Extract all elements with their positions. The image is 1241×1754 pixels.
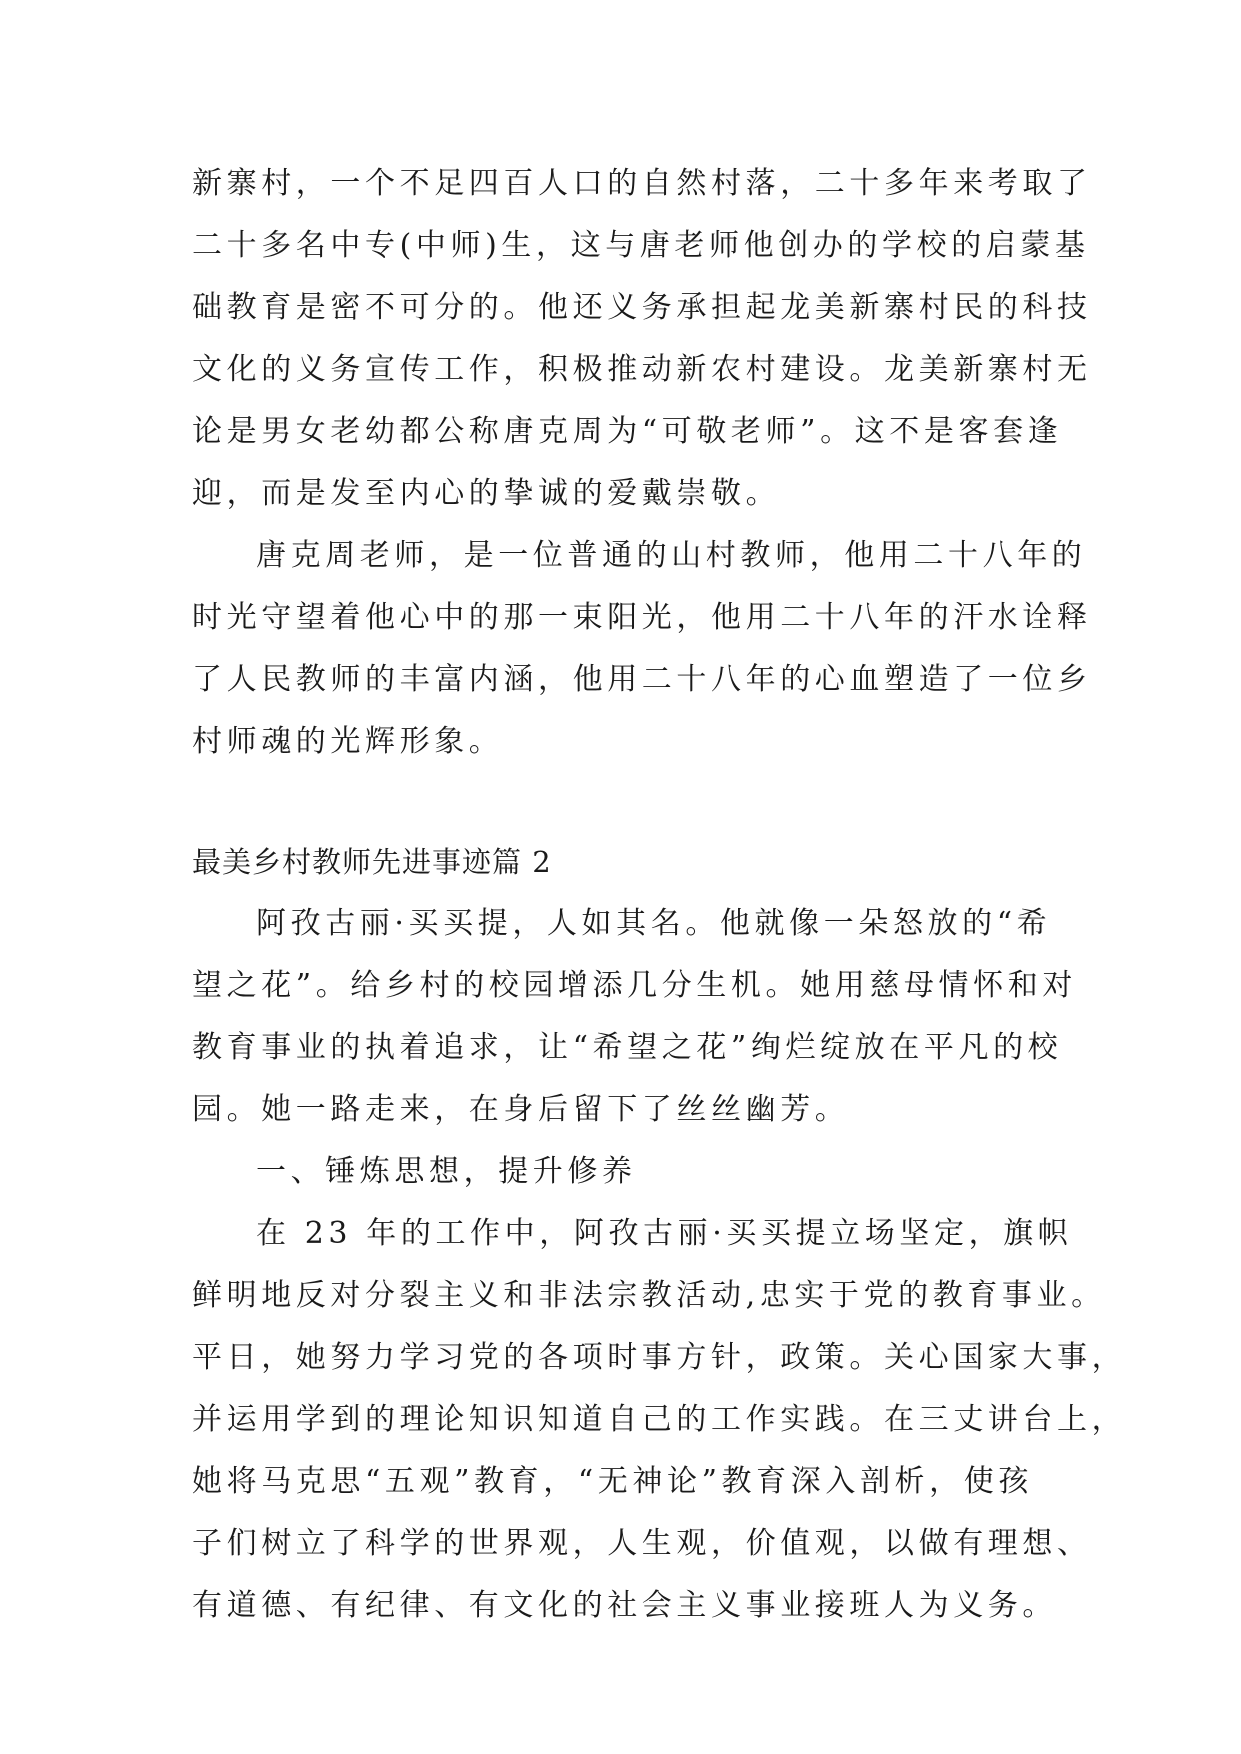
paragraph-4-line-5: 她将马克思“五观”教育，“无神论”教育深入剖析，使孩 — [192, 1464, 1033, 1499]
paragraph-1-line-1: 新寨村，一个不足四百人口的自然村落，二十多年来考取了 — [192, 166, 1092, 201]
subheading: 一、锤炼思想，提升修养 — [256, 1154, 637, 1189]
paragraph-2-line-3: 了人民教师的丰富内涵，他用二十八年的心血塑造了一位乡 — [192, 662, 1092, 697]
paragraph-1-line-3: 础教育是密不可分的。他还义务承担起龙美新寨村民的科技 — [192, 290, 1092, 325]
section-heading: 最美乡村教师先进事迹篇 2 — [192, 845, 552, 879]
paragraph-1-line-5: 论是男女老幼都公称唐克周为“可敬老师”。这不是客套逢 — [192, 414, 1063, 449]
paragraph-1-line-4: 文化的义务宣传工作，积极推动新农村建设。龙美新寨村无 — [192, 352, 1092, 387]
paragraph-4-line-7: 有道德、有纪律、有文化的社会主义事业接班人为义务。 — [192, 1588, 1057, 1623]
paragraph-1-line-2: 二十多名中专(中师)生，这与唐老师他创办的学校的启蒙基 — [192, 228, 1090, 263]
paragraph-4-line-4: 并运用学到的理论知识知道自己的工作实践。在三丈讲台上， — [192, 1402, 1127, 1437]
paragraph-3-line-4: 园。她一路走来，在身后留下了丝丝幽芳。 — [192, 1092, 850, 1127]
paragraph-3-line-3: 教育事业的执着追求，让“希望之花”绚烂绽放在平凡的校 — [192, 1030, 1063, 1065]
paragraph-4-line-3: 平日，她努力学习党的各项时事方针，政策。关心国家大事， — [192, 1340, 1127, 1375]
paragraph-4-line-2: 鲜明地反对分裂主义和非法宗教活动,忠实于党的教育事业。 — [192, 1278, 1106, 1313]
paragraph-1-line-6: 迎，而是发至内心的挚诚的爱戴崇敬。 — [192, 476, 781, 511]
paragraph-2-line-1: 唐克周老师，是一位普通的山村教师，他用二十八年的 — [256, 538, 1087, 573]
paragraph-3-line-2: 望之花”。给乡村的校园增添几分生机。她用慈母情怀和对 — [192, 968, 1077, 1003]
paragraph-4-line-6: 子们树立了科学的世界观，人生观，价值观，以做有理想、 — [192, 1526, 1092, 1561]
paragraph-2-line-2: 时光守望着他心中的那一束阳光，他用二十八年的汗水诠释 — [192, 600, 1092, 635]
paragraph-2-line-4: 村师魂的光辉形象。 — [192, 724, 504, 759]
paragraph-3-line-1: 阿孜古丽·买买提，人如其名。他就像一朵怒放的“希 — [256, 906, 1052, 941]
paragraph-4-line-1: 在 23 年的工作中，阿孜古丽·买买提立场坚定，旗帜 — [256, 1216, 1073, 1251]
